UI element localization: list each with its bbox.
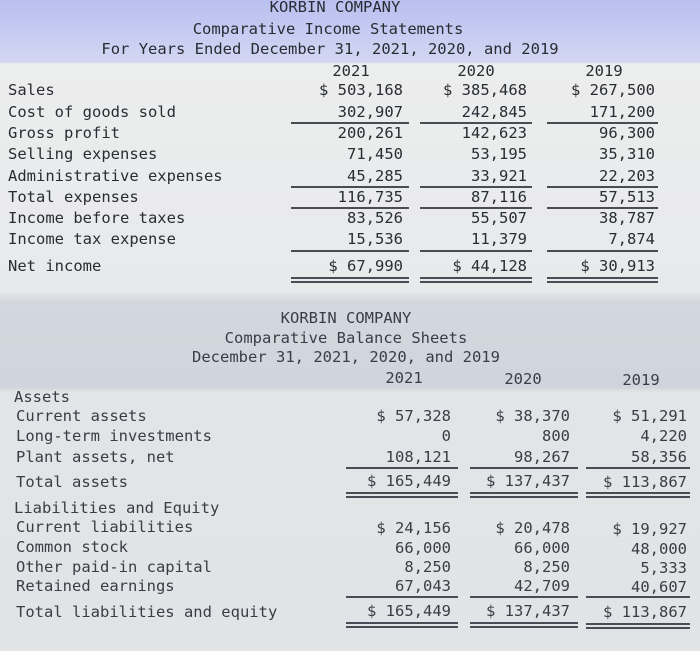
value-2021: $ 57,328	[376, 407, 451, 425]
row-label: Current assets	[16, 407, 147, 425]
value-2021: $ 165,449	[367, 472, 451, 490]
value-2019: $ 19,927	[612, 520, 687, 538]
value-2020: $ 137,437	[486, 602, 570, 620]
value-2020: 98,267	[514, 448, 570, 466]
row-label: Gross profit	[8, 124, 120, 142]
value-2021: 8,250	[404, 558, 451, 576]
value-2020: $ 385,468	[443, 81, 527, 99]
row-label: Total assets	[16, 473, 128, 491]
value-2020: $ 38,370	[495, 407, 570, 425]
year-header-2020: 2020	[457, 62, 495, 80]
value-2019: 7,874	[608, 230, 655, 248]
double-rule	[420, 281, 532, 283]
value-2019: $ 30,913	[580, 257, 655, 275]
value-2019: 4,220	[640, 427, 687, 445]
statement-period: December 31, 2021, 2020, and 2019	[192, 348, 500, 366]
year-header-2021: 2021	[385, 369, 423, 387]
value-2020: 8,250	[523, 558, 570, 576]
row-label: Plant assets, net	[16, 448, 175, 466]
row-label: Total expenses	[8, 188, 139, 206]
row-label: Sales	[8, 81, 55, 99]
double-rule	[346, 622, 458, 624]
value-2021: $ 67,990	[328, 257, 403, 275]
value-2019: 35,310	[599, 145, 655, 163]
income-statement	[0, 0, 700, 292]
double-rule	[586, 623, 690, 625]
company-name: KORBIN COMPANY	[280, 309, 412, 327]
subtotal-rule	[346, 467, 458, 469]
value-2020: 33,921	[471, 167, 527, 185]
subtotal-rule	[470, 596, 578, 598]
year-header-2019: 2019	[585, 62, 623, 80]
year-header-2019: 2019	[622, 371, 660, 389]
row-label: Current liabilities	[16, 518, 194, 536]
double-rule	[346, 626, 458, 628]
double-rule	[547, 281, 658, 283]
double-rule	[586, 492, 690, 494]
row-label: Income before taxes	[8, 209, 186, 227]
row-label: Total liabilities and equity	[16, 603, 278, 621]
row-label: Long-term investments	[16, 427, 212, 445]
double-rule	[470, 496, 578, 498]
statement-title: Comparative Balance Sheets	[224, 329, 468, 347]
value-2019: $ 51,291	[612, 407, 687, 425]
value-2021: 15,536	[347, 230, 403, 248]
value-2021: 302,907	[337, 103, 403, 121]
value-2020: $ 20,478	[495, 519, 570, 537]
subtotal-rule	[586, 467, 690, 469]
value-2020: 55,507	[471, 209, 527, 227]
subtotal-rule	[470, 467, 578, 469]
value-2019: $ 113,867	[603, 603, 687, 621]
value-2019: $ 113,867	[603, 473, 687, 491]
value-2019: 38,787	[599, 209, 655, 227]
value-2021: 66,000	[395, 539, 451, 557]
double-rule	[547, 277, 658, 279]
value-2021: 108,121	[385, 448, 451, 466]
double-rule	[470, 492, 578, 494]
value-2021: 200,261	[337, 124, 403, 142]
double-rule	[346, 492, 458, 494]
subtotal-rule	[420, 250, 532, 252]
double-rule	[346, 496, 458, 498]
value-2019: 22,203	[599, 167, 655, 185]
subtotal-rule	[586, 596, 690, 598]
value-2021: 45,285	[347, 167, 403, 185]
statement-title: Comparative Income Statements	[192, 20, 464, 38]
row-label: Income tax expense	[8, 230, 176, 248]
double-rule	[420, 277, 532, 279]
value-2021: 116,735	[337, 188, 403, 206]
row-label: Selling expenses	[8, 145, 158, 163]
value-2020: 800	[542, 427, 570, 445]
value-2019: 57,513	[599, 188, 655, 206]
row-label: Net income	[8, 257, 102, 275]
row-label: Cost of goods sold	[8, 103, 176, 121]
value-2019: 40,607	[631, 578, 687, 596]
year-header-2021: 2021	[332, 62, 370, 80]
value-2020: 242,845	[461, 103, 527, 121]
row-label: Administrative expenses	[8, 167, 223, 185]
value-2020: 87,116	[471, 188, 527, 206]
balance-sheet	[0, 292, 700, 651]
subtotal-rule	[346, 596, 458, 598]
value-2019: 58,356	[631, 448, 687, 466]
value-2021: 0	[441, 427, 451, 445]
subtotal-rule	[547, 250, 658, 252]
value-2020: 142,623	[461, 124, 527, 142]
double-rule	[291, 281, 409, 283]
value-2021: 83,526	[347, 209, 403, 227]
value-2020: 11,379	[471, 230, 527, 248]
double-rule	[291, 277, 409, 279]
company-name: KORBIN COMPANY	[269, 0, 401, 16]
year-header-2020: 2020	[504, 370, 542, 388]
value-2020: 53,195	[471, 145, 527, 163]
subtotal-rule	[291, 250, 409, 252]
value-2020: $ 137,437	[486, 472, 570, 490]
section-heading-assets: Assets	[14, 388, 70, 406]
value-2020: $ 44,128	[452, 257, 527, 275]
double-rule	[470, 626, 578, 628]
value-2019: 48,000	[631, 540, 687, 558]
row-label: Other paid-in capital	[16, 558, 212, 576]
statement-period: For Years Ended December 31, 2021, 2020, and 2019	[101, 40, 559, 58]
double-rule	[586, 627, 690, 629]
value-2021: 67,043	[395, 577, 451, 595]
value-2020: 42,709	[514, 577, 570, 595]
value-2019: 171,200	[589, 103, 655, 121]
row-label: Common stock	[16, 538, 128, 556]
double-rule	[470, 622, 578, 624]
value-2021: $ 24,156	[376, 519, 451, 537]
value-2020: 66,000	[514, 539, 570, 557]
value-2019: 96,300	[599, 124, 655, 142]
row-label: Retained earnings	[16, 577, 175, 595]
value-2021: $ 165,449	[367, 602, 451, 620]
value-2021: 71,450	[347, 145, 403, 163]
double-rule	[586, 496, 690, 498]
value-2021: $ 503,168	[319, 81, 403, 99]
value-2019: $ 267,500	[571, 81, 655, 99]
section-heading-liabilities: Liabilities and Equity	[14, 499, 220, 517]
value-2019: 5,333	[640, 559, 687, 577]
